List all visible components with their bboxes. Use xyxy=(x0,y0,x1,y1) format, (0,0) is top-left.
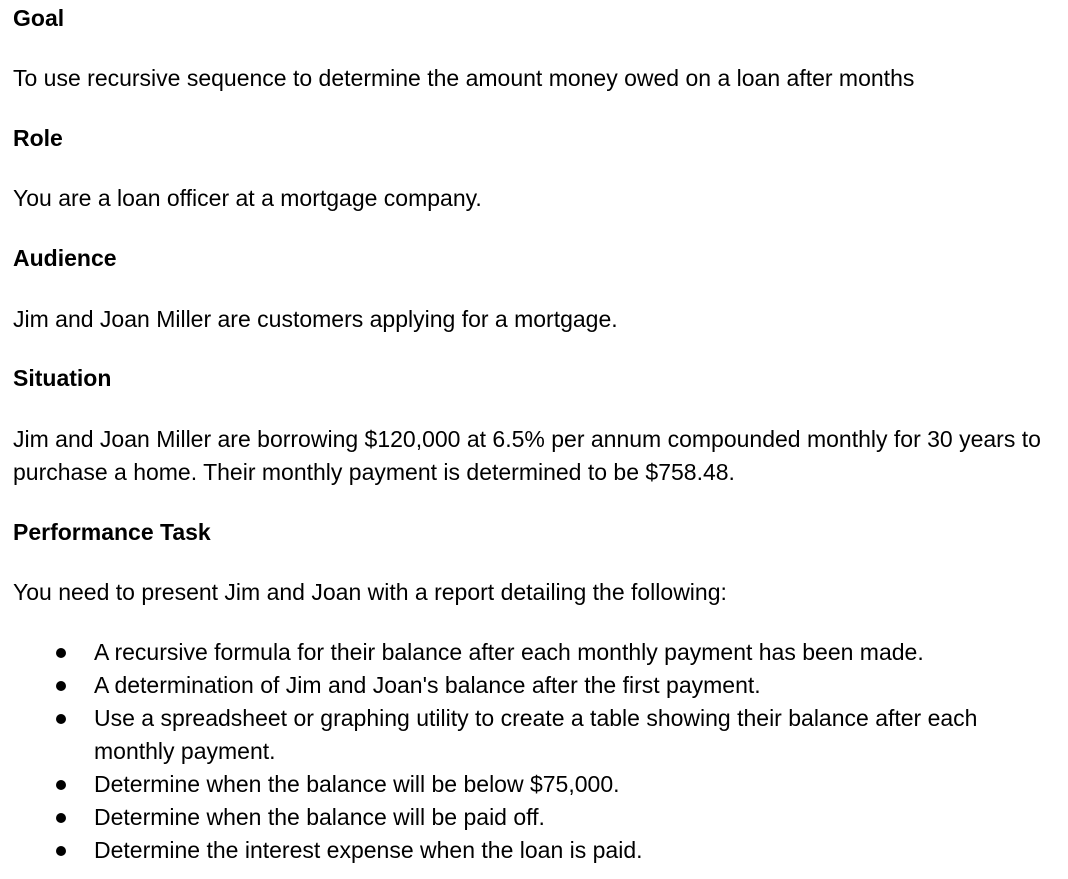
bullet-icon xyxy=(56,813,66,823)
list-item-text: Use a spreadsheet or graphing utility to create a table showing their balance after each monthly payment. xyxy=(94,705,978,764)
list-item-text: Determine when the balance will be paid off. xyxy=(94,804,545,830)
list-item-text: A recursive formula for their balance after each monthly payment has been made. xyxy=(94,639,924,665)
performance-task-heading: Performance Task xyxy=(13,519,211,545)
goal-text: To use recursive sequence to determine the amount money owed on a loan after months xyxy=(13,65,915,91)
list-item-text: A determination of Jim and Joan's balance after the first payment. xyxy=(94,672,761,698)
task-list xyxy=(13,636,1063,867)
bullet-icon xyxy=(56,681,66,691)
role-text: You are a loan officer at a mortgage company. xyxy=(13,185,482,211)
list-item xyxy=(13,834,1063,867)
bullet-icon xyxy=(56,846,66,856)
goal-heading: Goal xyxy=(13,5,65,31)
situation-text: Jim and Joan Miller are borrowing $120,000 at 6.5% per annum compounded monthly for 30 years to purchase a home. Their monthly payment is determined to be $758.48. xyxy=(13,426,1041,485)
bullet-icon xyxy=(56,780,66,790)
bullet-icon xyxy=(56,648,66,658)
list-item-text: Determine when the balance will be below $75,000. xyxy=(94,771,620,797)
list-item-text: Determine the interest expense when the loan is paid. xyxy=(94,837,643,863)
performance-task-intro: You need to present Jim and Joan with a report detailing the following: xyxy=(13,579,727,605)
bullet-icon xyxy=(56,714,66,724)
audience-text: Jim and Joan Miller are customers applying for a mortgage. xyxy=(13,306,618,332)
list-item xyxy=(13,801,1063,834)
situation-heading: Situation xyxy=(13,365,112,391)
audience-heading: Audience xyxy=(13,245,117,271)
role-heading: Role xyxy=(13,125,63,151)
list-item xyxy=(13,636,1063,669)
list-item xyxy=(13,702,1063,768)
list-item xyxy=(13,768,1063,801)
list-item xyxy=(13,669,1063,702)
